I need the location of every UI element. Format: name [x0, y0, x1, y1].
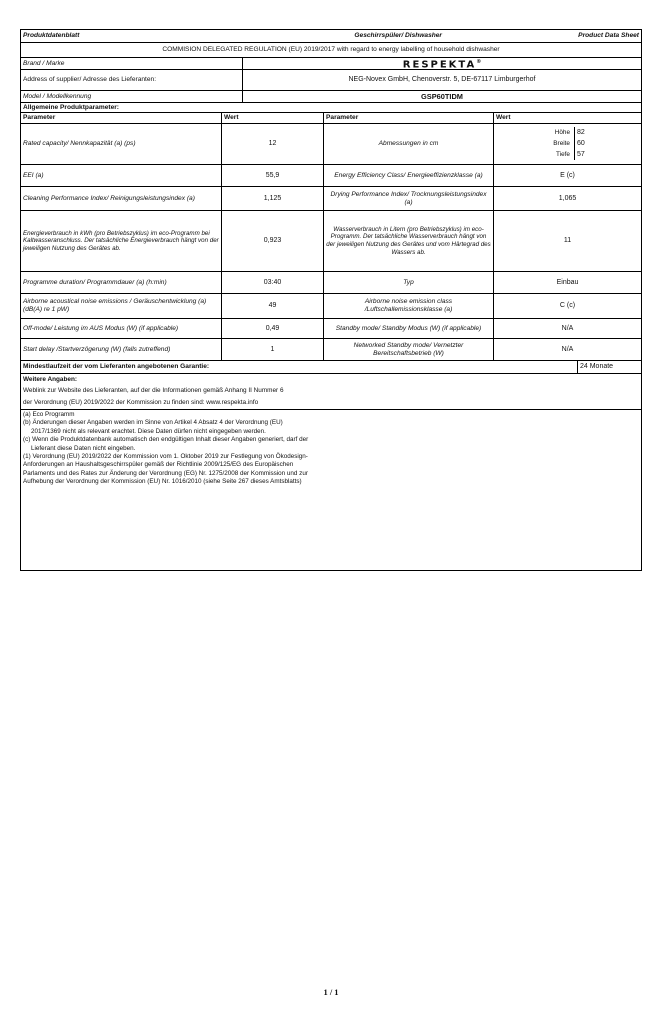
supplier-row	[21, 70, 641, 91]
standby-value: N/A	[561, 324, 574, 332]
warranty-label: Mindestlaufzeit der vom Lieferanten angebotenen Garantie:	[21, 361, 578, 373]
capacity-value: 12	[222, 124, 324, 164]
note-line: (1) Verordnung (EU) 2019/2022 der Kommission vom 1. Oktober 2019 zur Festlegung von Ökodesign-	[23, 453, 308, 461]
note-line: (c) Wenn die Produktdatenbank automatisch den endgültigen Inhalt dieser Angaben generiert, darf der	[23, 436, 309, 444]
further-info-section	[21, 374, 641, 570]
respekta-logo: RESPEKTA®	[402, 58, 482, 69]
drying-label: Drying Performance Index/ Trocknungsleistungsindex (a)	[324, 187, 494, 210]
brand-logo	[243, 58, 641, 69]
type-label: Typ	[324, 272, 494, 293]
networked-standby-value: N/A	[561, 345, 574, 353]
header-right: Product Data Sheet	[578, 32, 639, 39]
noise-class-label: Airborne noise emission class /Luftschallemissionsklasse (a)	[324, 294, 494, 318]
duration-row	[21, 272, 641, 294]
supplier-label: Address of supplier/ Adresse des Lieferanten:	[21, 70, 243, 90]
energy-class-label: Energy Efficiency Class/ Energieeffizienzklasse (a)	[324, 165, 494, 186]
standby-label: Standby mode/ Standby Modus (W) (if applicable)	[324, 319, 494, 338]
warranty-value: 24 Monate	[580, 363, 614, 370]
header-row	[21, 30, 641, 43]
eei-value: 55,9	[222, 165, 324, 186]
energy-row	[21, 211, 641, 272]
energy-class-value: E (c)	[560, 171, 575, 179]
note-line: Anforderungen an Haushaltsgeschirrspüler gemäß der Richtlinie 2009/125/EG des Europäischen	[23, 461, 294, 469]
product-data-sheet	[20, 29, 642, 571]
table-header-row	[21, 113, 641, 124]
page-number: 1 / 1	[323, 987, 339, 997]
supplier-value: NEG-Novex GmbH, Chenoverstr. 5, DE-67117 Limburgerhof	[348, 76, 536, 83]
model-value: GSP60TIDM	[421, 91, 463, 101]
offmode-label: Off-mode/ Leistung im AUS Modus (W) (if applicable)	[21, 319, 222, 338]
water-consumption-value: 11	[563, 237, 572, 244]
notes-block	[21, 410, 641, 570]
networked-standby-label: Networked Standby mode/ Vernetzter Bereitschaftsbetrieb (W)	[324, 339, 494, 360]
duration-value: 03:40	[222, 272, 324, 293]
eei-label: EEI (a)	[21, 165, 222, 186]
capacity-row	[21, 124, 641, 165]
noise-class-value: C (c)	[559, 302, 576, 309]
drying-value: 1,065	[558, 194, 577, 202]
warranty-row	[21, 361, 641, 374]
further-title: Weitere Angaben:	[23, 376, 77, 383]
offmode-value: 0,49	[222, 319, 324, 338]
noise-row	[21, 294, 641, 319]
header-left: Produktdatenblatt	[23, 32, 80, 39]
th-wert-2: Wert	[496, 114, 511, 121]
general-title-row	[21, 103, 641, 113]
note-line: (b) Änderungen dieser Angaben werden im Sinne von Artikel 4 Absatz 4 der Verordnung (EU)	[23, 419, 283, 427]
cleaning-row	[21, 187, 641, 211]
note-line: (a) Eco Programm	[23, 411, 75, 418]
note-line: Aufhebung der Verordnung der Kommission (EU) Nr. 1016/2010 (siehe Seite 267 dieses Amtsblatts)	[23, 478, 302, 486]
regulation-text: COMMISION DELEGATED REGULATION (EU) 2019/2017 with regard to energy labelling of household dishwasher	[162, 46, 500, 53]
note-line: Lieferant diese Daten nicht eingeben.	[31, 444, 136, 452]
energy-consumption-label: Energieverbrauch in kWh (pro Betriebszyklus) im eco-Programm bei Kaltwasseranschluss. Der tatsächliche Energieverbrauch hängt von der jeweiligen Nutzung des Gerätes ab.	[21, 211, 222, 271]
water-consumption-label: Wasserverbrauch in Litern (pro Betriebszyklus) im eco-Programm. Der tatsächliche Wasserverbrauch hängt von der jeweiligen Nutzung des Gerätes und vom Härtegrad des Wassers ab.	[324, 211, 494, 271]
delay-value: 1	[222, 339, 324, 360]
duration-label: Programme duration/ Programmdauer (a) (h:min)	[21, 272, 222, 293]
weblink-line-2: der Verordnung (EU) 2019/2022 der Kommission zu finden sind: www.respekta.info	[23, 399, 259, 406]
note-line: Parlaments und des Rates zur Änderung der Verordnung (EG) Nr. 1275/2008 der Kommission und zur	[23, 469, 308, 477]
weblink-line-1: Weblink zur Website des Lieferanten, auf der die Informationen gemäß Anhang II Nummer 6	[23, 387, 284, 394]
delay-row	[21, 339, 641, 361]
type-value: Einbau	[556, 278, 579, 286]
th-wert-1: Wert	[222, 113, 324, 123]
dimensions-label: Abmessungen in cm	[324, 124, 494, 164]
note-line: 2017/1369 nicht als relevant erachtet. Diese Daten dürfen nicht eingegeben werden.	[31, 427, 266, 435]
dim-height: Höhe 82	[494, 127, 641, 138]
capacity-label: Rated capacity/ Nennkapazität (a) (ps)	[21, 124, 222, 164]
dim-depth: Tiefe 57	[494, 149, 641, 160]
model-row	[21, 91, 641, 103]
th-parameter-1: Parameter	[21, 113, 222, 123]
general-title: Allgemeine Produktparameter:	[23, 103, 120, 111]
th-parameter-2: Parameter	[324, 113, 494, 123]
eei-row	[21, 165, 641, 187]
cleaning-value: 1,125	[222, 187, 324, 210]
dimensions-values	[494, 124, 641, 164]
model-label: Model / Modellkennung	[21, 91, 243, 102]
regulation-row	[21, 43, 641, 58]
cleaning-label: Cleaning Performance Index/ Reinigungsleistungsindex (a)	[21, 187, 222, 210]
weblink-block	[21, 374, 641, 410]
offmode-row	[21, 319, 641, 339]
dim-width: Breite 60	[494, 138, 641, 149]
delay-label: Start delay /Startverzögerung (W) (falls zutreffend)	[21, 339, 222, 360]
noise-value: 49	[222, 294, 324, 318]
brand-label: Brand / Marke	[21, 58, 243, 69]
energy-consumption-value: 0,923	[222, 211, 324, 271]
brand-row	[21, 58, 641, 70]
noise-label: Airborne acoustical noise emissions / Geräuschentwicklung (a) (dB(A) re 1 pW)	[21, 294, 222, 318]
header-center: Geschirrspüler/ Dishwasher	[354, 32, 442, 39]
